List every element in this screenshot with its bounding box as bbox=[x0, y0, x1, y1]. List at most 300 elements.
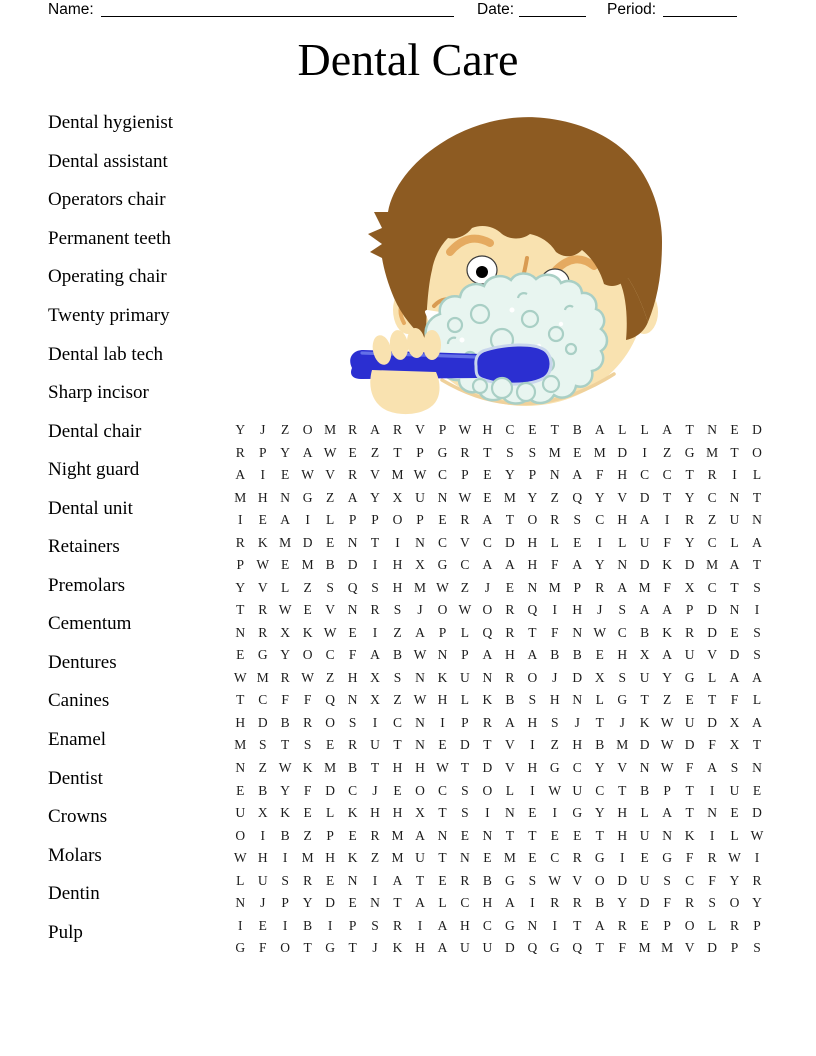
grid-letter: U bbox=[257, 872, 268, 888]
grid-letter: H bbox=[572, 737, 583, 753]
grid-letter: J bbox=[552, 669, 558, 685]
grid-letter: T bbox=[595, 714, 604, 730]
grid-letter: T bbox=[393, 737, 402, 753]
grid-letter: N bbox=[504, 805, 515, 821]
grid-letter: N bbox=[527, 917, 538, 933]
grid-letter: J bbox=[260, 422, 266, 438]
grid-letter: E bbox=[348, 624, 357, 640]
grid-letter: F bbox=[303, 692, 312, 708]
grid-letter: Q bbox=[572, 940, 583, 956]
grid-letter: A bbox=[392, 872, 403, 888]
grid-letter: O bbox=[594, 872, 605, 888]
grid-letter: P bbox=[573, 579, 582, 595]
grid-letter: G bbox=[235, 940, 246, 956]
grid-letter: K bbox=[302, 759, 313, 775]
grid-letter: E bbox=[258, 512, 267, 528]
grid-letter: P bbox=[753, 917, 761, 933]
grid-letter: F bbox=[708, 872, 716, 888]
grid-letter: E bbox=[505, 579, 514, 595]
grid-letter: N bbox=[729, 602, 740, 618]
grid-letter: P bbox=[236, 557, 244, 573]
grid-letter: Q bbox=[527, 602, 538, 618]
grid-letter: W bbox=[278, 602, 292, 618]
grid-letter: S bbox=[281, 872, 289, 888]
grid-letter: Y bbox=[684, 489, 695, 505]
grid-letter: T bbox=[595, 940, 604, 956]
grid-letter: N bbox=[752, 759, 762, 775]
grid-letter: Y bbox=[235, 579, 246, 595]
grid-letter: Y bbox=[280, 782, 291, 798]
grid-letter: C bbox=[437, 782, 447, 798]
grid-letter: B bbox=[595, 895, 605, 911]
grid-letter: C bbox=[550, 850, 560, 866]
grid-letter: U bbox=[729, 782, 740, 798]
grid-letter: V bbox=[504, 737, 515, 753]
grid-letter: D bbox=[460, 737, 470, 753]
grid-letter: R bbox=[235, 534, 245, 550]
grid-letter: G bbox=[549, 759, 560, 775]
grid-letter: D bbox=[504, 940, 515, 956]
grid-letter: U bbox=[482, 940, 493, 956]
page-title: Dental Care bbox=[297, 34, 519, 85]
grid-letter: M bbox=[391, 467, 404, 483]
grid-letter: A bbox=[662, 647, 673, 663]
grid-letter: C bbox=[572, 759, 582, 775]
grid-letter: X bbox=[280, 624, 291, 640]
grid-letter: I bbox=[395, 534, 400, 550]
grid-letter: E bbox=[752, 782, 762, 798]
toothbrush-head bbox=[476, 345, 551, 384]
grid-letter: R bbox=[685, 512, 695, 528]
grid-letter: K bbox=[684, 827, 695, 843]
grid-letter: C bbox=[482, 917, 492, 933]
grid-letter: W bbox=[548, 872, 562, 888]
grid-letter: I bbox=[530, 782, 535, 798]
grid-letter: T bbox=[393, 895, 402, 911]
grid-letter: P bbox=[685, 602, 694, 618]
grid-letter: D bbox=[257, 714, 268, 730]
grid-letter: S bbox=[753, 624, 761, 640]
grid-letter: E bbox=[438, 512, 447, 528]
grid-letter: O bbox=[302, 647, 313, 663]
grid-letter: R bbox=[460, 512, 470, 528]
grid-letter: N bbox=[235, 759, 246, 775]
grid-letter: T bbox=[370, 534, 380, 550]
grid-letter: P bbox=[438, 624, 447, 640]
grid-letter: N bbox=[482, 669, 493, 685]
grid-letter: E bbox=[393, 782, 402, 798]
grid-letter: H bbox=[392, 759, 403, 775]
grid-letter: O bbox=[437, 602, 448, 618]
grid-letter: S bbox=[461, 782, 469, 798]
grid-letter: A bbox=[235, 467, 246, 483]
grid-letter: A bbox=[594, 422, 605, 438]
grid-letter: R bbox=[370, 827, 380, 843]
grid-letter: H bbox=[325, 850, 335, 866]
grid-letter: E bbox=[348, 444, 357, 460]
grid-letter: G bbox=[257, 647, 268, 663]
grid-letter: W bbox=[233, 669, 247, 685]
grid-letter: U bbox=[684, 714, 695, 730]
grid-letter: I bbox=[552, 602, 558, 618]
grid-letter: B bbox=[482, 872, 492, 888]
grid-letter: H bbox=[527, 534, 538, 550]
grid-letter: D bbox=[752, 422, 762, 438]
grid-letter: W bbox=[413, 467, 427, 483]
grid-letter: L bbox=[460, 624, 470, 640]
grid-letter: X bbox=[370, 692, 380, 708]
grid-letter: R bbox=[370, 602, 380, 618]
grid-letter: Z bbox=[663, 692, 672, 708]
grid-letter: F bbox=[595, 467, 604, 483]
word-list-item: Sharp incisor bbox=[48, 382, 149, 404]
grid-letter: O bbox=[729, 895, 740, 911]
grid-letter: W bbox=[458, 489, 472, 505]
grid-letter: W bbox=[256, 557, 270, 573]
grid-letter: Y bbox=[280, 444, 291, 460]
grid-letter: U bbox=[639, 534, 650, 550]
grid-letter: K bbox=[392, 940, 403, 956]
word-list-item: Dental lab tech bbox=[48, 343, 164, 365]
grid-letter: N bbox=[437, 489, 448, 505]
grid-letter: B bbox=[280, 827, 290, 843]
grid-letter: N bbox=[415, 737, 425, 753]
grid-letter: O bbox=[302, 422, 313, 438]
grid-letter: X bbox=[729, 714, 740, 730]
grid-letter: N bbox=[707, 422, 717, 438]
grid-letter: D bbox=[325, 895, 335, 911]
grid-letter: W bbox=[233, 850, 247, 866]
word-list-item: Dentin bbox=[48, 883, 100, 905]
grid-letter: D bbox=[617, 444, 628, 460]
grid-letter: H bbox=[527, 714, 538, 730]
grid-letter: U bbox=[235, 805, 246, 821]
grid-letter: O bbox=[392, 512, 403, 528]
grid-letter: E bbox=[438, 872, 447, 888]
grid-letter: W bbox=[301, 467, 315, 483]
grid-letter: T bbox=[707, 692, 717, 708]
grid-letter: R bbox=[258, 602, 268, 618]
grid-letter: R bbox=[572, 895, 582, 911]
grid-letter: J bbox=[574, 714, 580, 730]
grid-letter: A bbox=[729, 669, 740, 685]
grid-letter: F bbox=[685, 850, 694, 866]
grid-letter: S bbox=[393, 602, 402, 618]
grid-letter: D bbox=[302, 534, 313, 550]
grid-letter: F bbox=[663, 895, 671, 911]
grid-letter: F bbox=[663, 534, 671, 550]
grid-letter: V bbox=[325, 467, 335, 483]
grid-letter: R bbox=[550, 895, 560, 911]
grid-letter: A bbox=[504, 895, 515, 911]
grid-letter: B bbox=[550, 647, 560, 663]
grid-letter: C bbox=[685, 872, 695, 888]
left-pupil bbox=[476, 266, 488, 278]
grid-letter: C bbox=[325, 647, 335, 663]
grid-letter: I bbox=[709, 782, 715, 798]
grid-letter: R bbox=[460, 872, 470, 888]
grid-letter: S bbox=[753, 647, 761, 663]
grid-letter: A bbox=[302, 444, 313, 460]
grid-letter: E bbox=[438, 737, 447, 753]
grid-letter: I bbox=[619, 850, 625, 866]
finger-4 bbox=[423, 330, 441, 360]
grid-letter: I bbox=[732, 467, 737, 483]
grid-letter: L bbox=[618, 534, 627, 550]
grid-letter: T bbox=[348, 940, 357, 956]
grid-letter: V bbox=[707, 647, 717, 663]
grid-letter: M bbox=[661, 940, 674, 956]
word-list bbox=[48, 104, 173, 952]
grid-letter: E bbox=[281, 467, 290, 483]
grid-letter: I bbox=[754, 850, 760, 866]
grid-letter: R bbox=[707, 850, 717, 866]
grid-letter: M bbox=[234, 737, 247, 753]
grid-letter: A bbox=[437, 917, 448, 933]
grid-letter: H bbox=[257, 489, 268, 505]
grid-letter: L bbox=[236, 872, 245, 888]
grid-letter: W bbox=[413, 647, 427, 663]
grid-letter: F bbox=[708, 737, 716, 753]
grid-letter: E bbox=[460, 827, 470, 843]
grid-letter: H bbox=[617, 512, 628, 528]
grid-letter: I bbox=[597, 534, 602, 550]
grid-letter: T bbox=[573, 917, 582, 933]
grid-letter: Z bbox=[303, 579, 312, 595]
grid-letter: S bbox=[573, 512, 582, 528]
grid-letter: T bbox=[505, 827, 514, 843]
grid-letter: R bbox=[303, 714, 313, 730]
grid-letter: A bbox=[662, 422, 673, 438]
grid-letter: I bbox=[642, 444, 647, 460]
grid-letter: C bbox=[437, 467, 447, 483]
grid-letter: D bbox=[617, 872, 628, 888]
grid-letter: I bbox=[372, 872, 378, 888]
grid-letter: M bbox=[638, 940, 651, 956]
grid-letter: S bbox=[663, 872, 671, 888]
grid-letter: I bbox=[440, 714, 445, 730]
grid-letter: E bbox=[573, 827, 582, 843]
grid-letter: V bbox=[684, 940, 695, 956]
grid-letter: D bbox=[325, 782, 335, 798]
grid-letter: E bbox=[528, 805, 537, 821]
grid-letter: L bbox=[595, 692, 604, 708]
grid-letter: A bbox=[617, 579, 628, 595]
grid-letter: M bbox=[324, 759, 337, 775]
grid-letter: I bbox=[282, 850, 288, 866]
grid-letter: A bbox=[662, 805, 673, 821]
grid-letter: S bbox=[506, 444, 514, 460]
grid-letter: L bbox=[325, 805, 335, 821]
grid-letter: B bbox=[572, 422, 582, 438]
grid-letter: I bbox=[237, 917, 243, 933]
grid-letter: H bbox=[257, 850, 268, 866]
grid-letter: R bbox=[348, 737, 358, 753]
grid-letter: E bbox=[483, 467, 492, 483]
grid-letter: C bbox=[348, 782, 358, 798]
grid-letter: I bbox=[530, 895, 535, 911]
grid-letter: Z bbox=[370, 444, 380, 460]
grid-letter: T bbox=[303, 940, 312, 956]
grid-letter: T bbox=[663, 489, 672, 505]
grid-letter: D bbox=[504, 534, 515, 550]
grid-letter: C bbox=[707, 579, 717, 595]
grid-letter: I bbox=[372, 624, 378, 640]
word-list-item: Pulp bbox=[48, 921, 83, 943]
grid-letter: L bbox=[707, 669, 717, 685]
grid-letter: H bbox=[437, 692, 448, 708]
grid-letter: H bbox=[504, 647, 515, 663]
word-list-item: Twenty primary bbox=[48, 305, 170, 326]
grid-letter: E bbox=[236, 782, 245, 798]
grid-letter: C bbox=[393, 714, 403, 730]
grid-letter: Y bbox=[684, 534, 695, 550]
grid-letter: K bbox=[302, 624, 313, 640]
grid-letter: U bbox=[460, 940, 470, 956]
grid-letter: O bbox=[527, 669, 538, 685]
grid-letter: I bbox=[754, 602, 760, 618]
grid-letter: N bbox=[415, 669, 425, 685]
grid-letter: K bbox=[347, 805, 358, 821]
grid-letter: N bbox=[347, 534, 358, 550]
grid-letter: E bbox=[258, 917, 267, 933]
grid-letter: Y bbox=[594, 805, 605, 821]
grid-letter: J bbox=[484, 579, 491, 595]
grid-letter: U bbox=[415, 489, 425, 505]
grid-letter: O bbox=[752, 444, 762, 460]
grid-letter: X bbox=[370, 669, 380, 685]
grid-letter: P bbox=[730, 940, 739, 956]
grid-letter: U bbox=[572, 782, 583, 798]
grid-letter: M bbox=[503, 489, 516, 505]
grid-letter: M bbox=[638, 579, 651, 595]
grid-letter: S bbox=[348, 714, 357, 730]
grid-letter: A bbox=[504, 557, 515, 573]
grid-letter: T bbox=[236, 602, 245, 618]
grid-letter: A bbox=[482, 557, 493, 573]
grid-letter: Z bbox=[370, 850, 380, 866]
grid-letter: S bbox=[618, 669, 626, 685]
grid-letter: W bbox=[436, 759, 449, 775]
grid-letter: F bbox=[551, 557, 559, 573]
grid-letter: A bbox=[594, 917, 605, 933]
grid-letter: C bbox=[595, 512, 605, 528]
grid-letter: C bbox=[505, 422, 515, 438]
grid-letter: A bbox=[752, 534, 762, 550]
grid-letter: N bbox=[370, 895, 380, 911]
grid-letter: U bbox=[639, 827, 650, 843]
grid-letter: R bbox=[348, 467, 358, 483]
grid-letter: T bbox=[730, 444, 739, 460]
grid-letter: S bbox=[730, 759, 739, 775]
grid-letter: Y bbox=[280, 647, 291, 663]
grid-letter: Z bbox=[460, 579, 470, 595]
grid-letter: P bbox=[258, 444, 267, 460]
grid-letter: O bbox=[325, 714, 335, 730]
grid-letter: K bbox=[280, 805, 291, 821]
grid-letter: F bbox=[303, 782, 312, 798]
grid-letter: P bbox=[281, 895, 289, 911]
grid-letter: T bbox=[595, 827, 604, 843]
grid-letter: T bbox=[752, 489, 762, 505]
grid-letter: H bbox=[617, 647, 628, 663]
grid-letter: J bbox=[417, 602, 423, 618]
grid-letter: Y bbox=[752, 895, 762, 911]
grid-letter: D bbox=[482, 759, 493, 775]
grid-letter: I bbox=[417, 917, 423, 933]
grid-letter: G bbox=[662, 850, 673, 866]
grid-letter: Z bbox=[325, 489, 335, 505]
word-list-item: Operating chair bbox=[48, 266, 167, 288]
grid-letter: N bbox=[662, 827, 673, 843]
grid-letter: S bbox=[753, 579, 761, 595]
grid-letter: C bbox=[482, 534, 492, 550]
name-label: Name: bbox=[48, 1, 94, 18]
grid-letter: L bbox=[730, 827, 739, 843]
grid-letter: X bbox=[639, 647, 650, 663]
word-list-item: Cementum bbox=[48, 613, 132, 635]
grid-letter: T bbox=[685, 467, 694, 483]
grid-letter: H bbox=[549, 692, 560, 708]
grid-letter: E bbox=[685, 692, 694, 708]
grid-letter: D bbox=[347, 557, 358, 573]
word-list-item: Enamel bbox=[48, 729, 107, 751]
grid-letter: T bbox=[483, 444, 492, 460]
grid-letter: S bbox=[753, 940, 761, 956]
grid-letter: R bbox=[730, 917, 740, 933]
grid-letter: P bbox=[348, 512, 357, 528]
grid-letter: R bbox=[505, 669, 515, 685]
grid-letter: J bbox=[260, 895, 266, 911]
grid-letter: D bbox=[707, 714, 717, 730]
grid-letter: M bbox=[391, 850, 404, 866]
grid-letter: Z bbox=[258, 759, 267, 775]
grid-letter: P bbox=[416, 512, 424, 528]
grid-letter: P bbox=[416, 444, 424, 460]
grid-letter: A bbox=[370, 422, 380, 438]
grid-letter: M bbox=[413, 579, 426, 595]
grid-letter: O bbox=[482, 782, 493, 798]
grid-letter: T bbox=[752, 737, 762, 753]
word-list-item: Dentist bbox=[48, 767, 103, 789]
grid-letter: G bbox=[302, 489, 313, 505]
grid-letter: A bbox=[437, 940, 448, 956]
grid-letter: L bbox=[640, 805, 649, 821]
grid-letter: T bbox=[281, 737, 290, 753]
grid-letter: C bbox=[640, 467, 650, 483]
grid-letter: X bbox=[257, 805, 268, 821]
grid-letter: P bbox=[371, 512, 379, 528]
grid-letter: W bbox=[458, 602, 472, 618]
grid-letter: T bbox=[415, 872, 425, 888]
grid-letter: H bbox=[415, 940, 425, 956]
grid-letter: H bbox=[235, 714, 246, 730]
grid-letter: R bbox=[235, 444, 245, 460]
grid-letter: M bbox=[616, 737, 629, 753]
grid-letter: O bbox=[482, 602, 493, 618]
grid-letter: W bbox=[278, 759, 292, 775]
grid-letter: D bbox=[684, 557, 695, 573]
grid-letter: R bbox=[707, 467, 717, 483]
grid-letter: A bbox=[527, 647, 538, 663]
grid-letter: W bbox=[660, 714, 674, 730]
grid-letter: L bbox=[505, 782, 514, 798]
grid-letter: M bbox=[706, 444, 719, 460]
grid-letter: J bbox=[597, 602, 603, 618]
grid-letter: H bbox=[392, 557, 403, 573]
grid-letter: V bbox=[617, 759, 628, 775]
grid-letter: I bbox=[305, 512, 310, 528]
